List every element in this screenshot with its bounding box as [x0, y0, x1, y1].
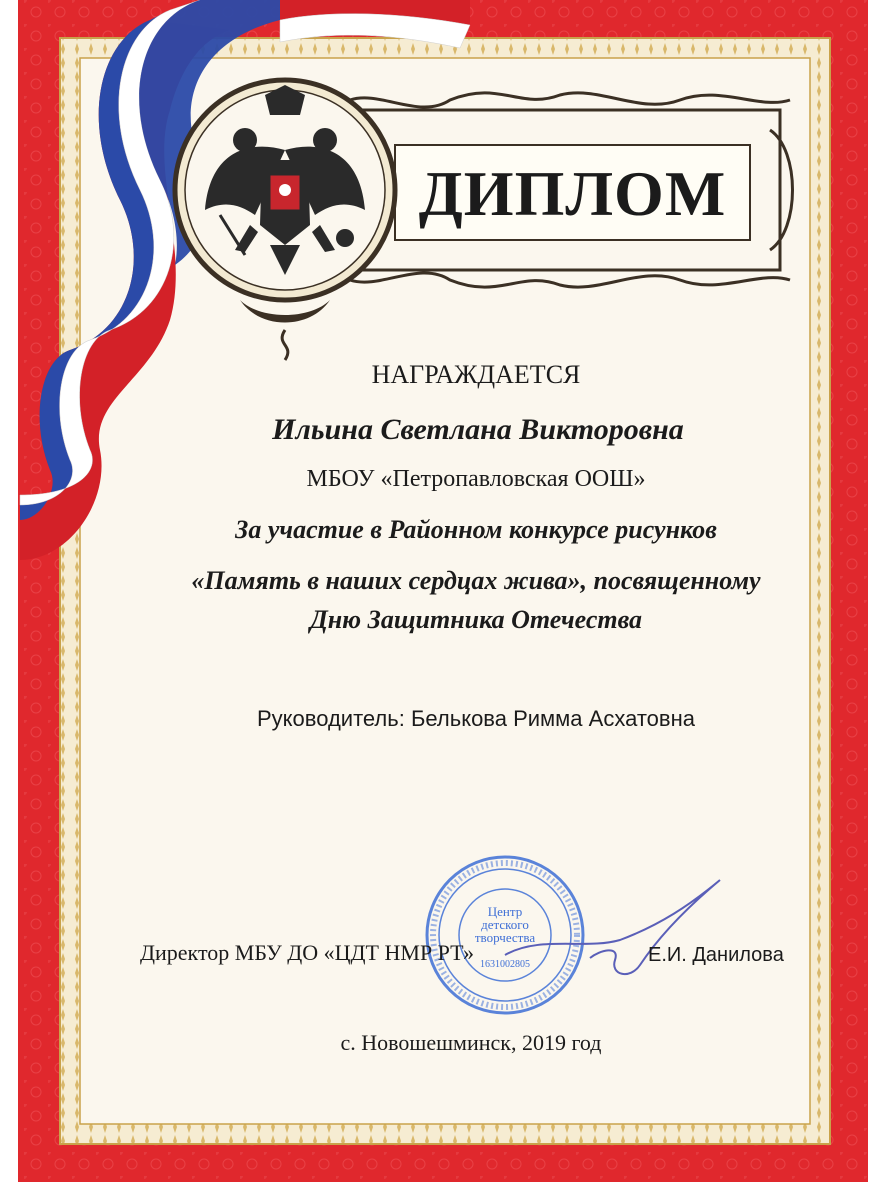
recipient-name: Ильина Светлана Викторовна	[272, 413, 684, 446]
supervisor: Руководитель: Белькова Римма Асхатовна	[257, 706, 695, 731]
director-name: Е.И. Данилова	[648, 944, 784, 966]
stamp-line-1: Центр	[487, 904, 523, 919]
reason-line-3: Дню Защитника Отечества	[309, 605, 643, 634]
stamp-line-2: детского	[481, 917, 529, 932]
reason-line-2: «Память в наших сердцах жива», посвященному	[191, 566, 761, 595]
stamp-inn: 1631002805	[480, 959, 530, 970]
awarded-label: НАГРАЖДАЕТСЯ	[371, 360, 581, 389]
double-headed-eagle-icon	[175, 80, 395, 300]
stamp-line-3: творчества	[474, 930, 536, 945]
reason-line-1: За участие в Районном конкурсе рисунков	[235, 515, 717, 544]
stamp-text	[465, 905, 545, 971]
place-year: с. Новошешминск, 2019 год	[340, 1030, 602, 1055]
director-title: Директор МБУ ДО «ЦДТ НМР РТ»	[140, 940, 475, 965]
school-name: МБОУ «Петропавловская ООШ»	[306, 466, 646, 492]
diploma-heading: ДИПЛОМ	[418, 158, 727, 229]
